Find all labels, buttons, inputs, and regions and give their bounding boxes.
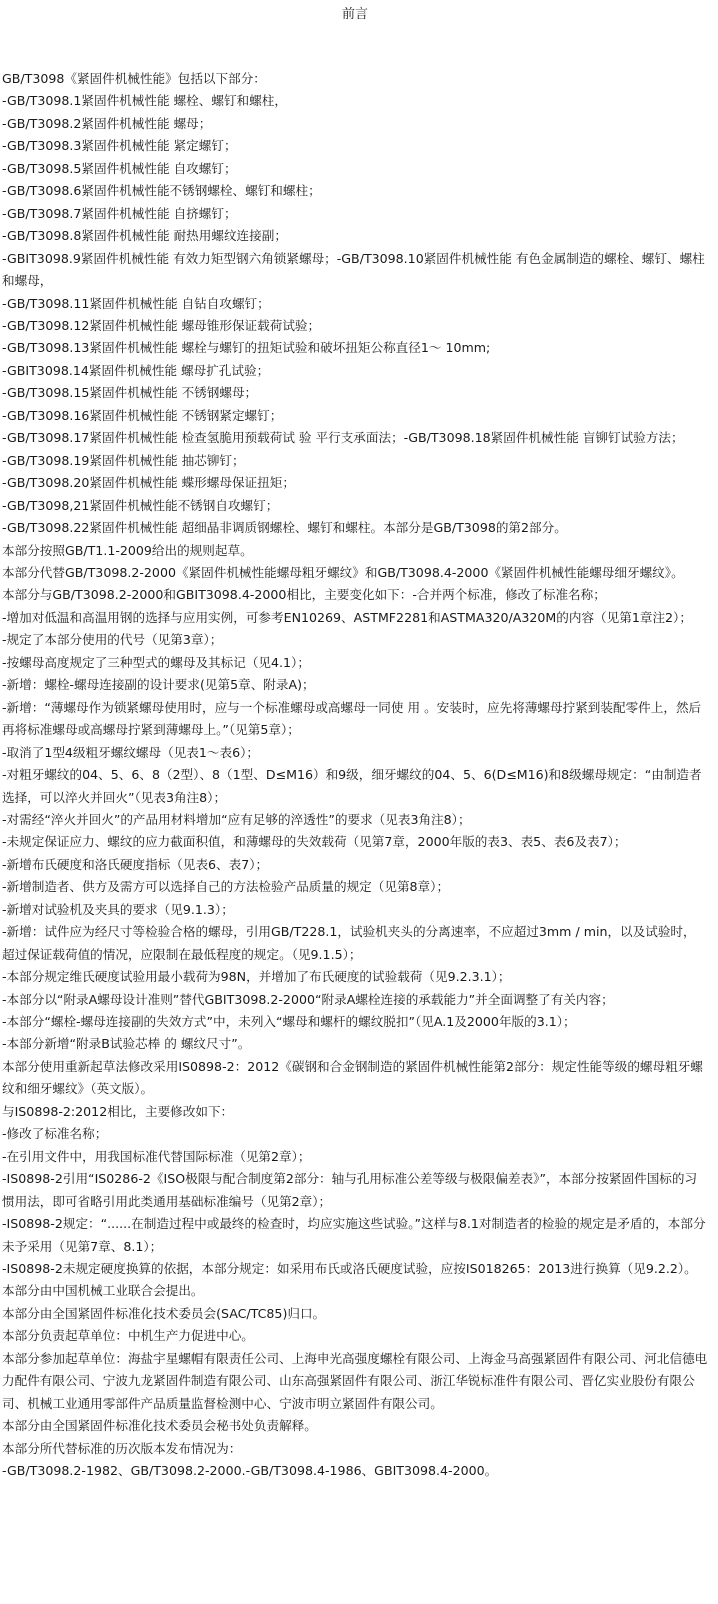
document-paragraph: 本部分由全国紧固件标准化技术委员会秘书处负责解释。 — [2, 1418, 317, 1434]
document-paragraph: -GB/T3098.15紧固件机械性能 不锈钢螺母； — [2, 385, 258, 401]
document-paragraph: -对需经“淬火并回火”的产品用材料增加“应有足够的淬透性”的要求（见表3角注8）； — [2, 811, 471, 827]
document-paragraph: -GB/T3098.17紧固件机械性能 检查氢脆用预载荷试 验 平行支承面法；-GB/T3098.18紧固件机械性能 盲铆钉试验方法； — [2, 430, 684, 446]
document-paragraph: -未规定保证应力、螺纹的应力截面积值，和薄螺母的失效载荷（见第7章，2000年版的表3、表5、表6及表7）； — [2, 834, 627, 850]
document-paragraph: -GB/T3098.12紧固件机械性能 螺母锥形保证载荷试验； — [2, 317, 321, 333]
document-paragraph: 本部分代替GB/T3098.2-2000《紧固件机械性能螺母粗牙螺纹》和GB/T3098.4-2000《紧固件机械性能螺母细牙螺纹》。 — [2, 564, 684, 580]
document-paragraph: -GB/T3098.1紧固件机械性能 螺栓、螺钉和螺柱， — [2, 93, 287, 109]
document-paragraph: -GB/T3098.19紧固件机械性能 抽芯铆钉； — [2, 452, 245, 468]
document-paragraph: 本部分由中国机械工业联合会提出。 — [2, 1283, 204, 1299]
document-paragraph: -本部分新增“附录B试验芯棒 的 螺纹尺寸”。 — [2, 1036, 251, 1052]
document-paragraph: -GB/T3098.7紧固件机械性能 自挤螺钉； — [2, 205, 237, 221]
document-paragraph: -对粗牙螺纹的04、5、6、8（2型）、8（1型、D≤M16）和9级，细牙螺纹的04、5、6(D≤M16)和8级螺母规定：“由制造者选择，可以淬火并回火”（见表3角注8）； — [2, 767, 702, 805]
document-paragraph: -规定了本部分使用的代号（见第3章）； — [2, 632, 223, 648]
document-paragraph: -IS0898-2规定：“......在制造过程中或最终的检查时，均应实施这些试验。”这样与8.1对制造者的检验的规定是矛盾的，本部分未予采用（见第7章、8.1）； — [2, 1216, 706, 1254]
document-paragraph: -本部分以“附录A螺母设计准则”替代GBIT3098.2-2000“附录A螺栓连接的承载能力”并全面调整了有关内容； — [2, 991, 614, 1007]
document-paragraph: -GB/T3098.5紧固件机械性能 自攻螺钉； — [2, 160, 237, 176]
document-paragraph: 本部分负责起草单位：中机生产力促进中心。 — [2, 1328, 254, 1344]
document-paragraph: -新增对试验机及夹具的要求（见9.1.3）； — [2, 901, 234, 917]
document-paragraph: -GB/T3098.16紧固件机械性能 不锈钢紧定螺钉； — [2, 407, 283, 423]
document-paragraph: -增加对低温和高温用钢的选择与应用实例，可参考EN10269、ASTMF2281和ASTMA320/A320M的内容（见第1章注2）； — [2, 609, 692, 625]
document-paragraph: -按螺母高度规定了三种型式的螺母及其标记（见4.1）； — [2, 654, 310, 670]
document-paragraph: -本部分规定维氏硬度试验用最小载荷为98N，并增加了布氏硬度的试验载荷（见9.2.3.1）； — [2, 969, 511, 985]
document-paragraph: -GB/T3098.3紧固件机械性能 紧定螺钉； — [2, 138, 237, 154]
document-paragraph: 本部分按照GB/T1.1-2009给出的规则起草。 — [2, 542, 253, 558]
document-paragraph: -GB/T3098.8紧固件机械性能 耐热用螺纹连接副； — [2, 228, 287, 244]
document-paragraph: -IS0898-2引用“IS0286-2《ISO极限与配合制度第2部分：轴与孔用标准公差等级与极限偏差表》”，本部分按紧固件国标的习惯用法，即可省略引用此类通用基础标准编号（见第2章）； — [2, 1171, 698, 1209]
document-paragraph: -新增制造者、供方及需方可以选择自己的方法检验产品质量的规定（见第8章）； — [2, 879, 450, 895]
document-paragraph: -GB/T3098.6紧固件机械性能不锈钢螺栓、螺钉和螺柱； — [2, 183, 321, 199]
document-paragraph: -GB/T3098,21紧固件机械性能不锈钢自攻螺钉； — [2, 497, 279, 513]
document-paragraph: 本部分参加起草单位：海盐宇星螺帽有限责任公司、上海申光高强度螺栓有限公司、上海金马高强紧固件有限公司、河北信德电力配件有限公司、宁波九龙紧固件制造有限公司、山东高强紧固件有限公司、浙江华锐标准件有限公司、晋亿实业股份有限公司、机械工业通用零部件产品质量监督检测中心、宁波市明立紧固件有限公司。 — [2, 1350, 708, 1411]
document-paragraph: -GB/T3098.20紧固件机械性能 蝶形螺母保证扭矩； — [2, 475, 295, 491]
document-paragraph: 本部分由全国紧固件标准化技术委员会(SAC/TC85)归口。 — [2, 1305, 326, 1321]
document-paragraph: -取消了1型4级粗牙螺纹螺母（见表1～表6）； — [2, 744, 259, 760]
document-paragraph: -GBIT3098.9紧固件机械性能 有效力矩型钢六角锁紧螺母；-GB/T3098.10紧固件机械性能 有色金属制造的螺栓、螺钉、螺柱和螺母， — [2, 250, 705, 289]
document-title: 前言 — [341, 7, 368, 22]
document-body — [2, 68, 708, 1483]
document-paragraph: -GB/T3098.22紧固件机械性能 超细晶非调质钢螺栓、螺钉和螺柱。本部分是GB/T3098的第2部分。 — [2, 520, 567, 536]
document-paragraph: 本部分使用重新起草法修改采用IS0898-2：2012《碳钢和合金钢制造的紧固件机械性能第2部分：规定性能等级的螺母粗牙螺纹和细牙螺纹》（英文版）。 — [2, 1058, 703, 1097]
document-paragraph: -GB/T3098.13紧固件机械性能 螺栓与螺钉的扭矩试验和破坏扭矩公称直径1～ 10mm; — [2, 340, 491, 356]
document-paragraph: -新增布氏硬度和洛氏硬度指标（见表6、表7）； — [2, 856, 269, 872]
document-paragraph: -新增：“薄螺母作为锁紧螺母使用时，应与一个标准螺母或高螺母一同使 用 。安装时，应先将薄螺母拧紧到装配零件上，然后再将标准螺母或高螺母拧紧到薄螺母上。”（见第5章）； — [2, 699, 702, 738]
document-paragraph: 本部分所代替标准的历次版本发布情况为： — [2, 1440, 242, 1456]
document-paragraph: -GB/T3098.2-1982、GB/T3098.2-2000.-GB/T3098.4-1986、GBIT3098.4-2000。 — [2, 1463, 498, 1479]
document-paragraph: -GB/T3098.11紧固件机械性能 自钻自攻螺钉； — [2, 295, 270, 311]
document-paragraph: -本部分“螺栓-螺母连接副的失效方式”中，未列入“螺母和螺杆的螺纹脱扣”（见A.1及2000年版的3.1）； — [2, 1014, 576, 1030]
document-paragraph: GB/T3098《紧固件机械性能》包括以下部分： — [2, 71, 266, 86]
document-paragraph: -IS0898-2未规定硬度换算的依据，本部分规定：如采用布氏或洛氏硬度试验，应按IS018265：2013进行换算（见9.2.2）。 — [2, 1261, 697, 1277]
document-paragraph: -GB/T3098.2紧固件机械性能 螺母； — [2, 115, 212, 131]
document-paragraph: -修改了标准名称； — [2, 1126, 108, 1142]
document-paragraph: -GBIT3098.14紧固件机械性能 螺母扩孔试验； — [2, 362, 270, 378]
document-paragraph: 本部分与GB/T3098.2-2000和GBIT3098.4-2000相比，主要变化如下：-合并两个标准，修改了标准名称； — [2, 587, 606, 603]
document-paragraph: -新增：试件应为经尺寸等检验合格的螺母，引用GB/T228.1，试验机夹头的分离速率，不应超过3mm / min，以及试验时，超过保证载荷值的情况，应限制在最低程度的规定。（见9.1.5）； — [2, 924, 696, 962]
document-paragraph: 与IS0898-2:2012相比，主要修改如下： — [2, 1103, 234, 1119]
document-paragraph: -新增：螺栓-螺母连接副的设计要求(见第5章、附录A)； — [2, 677, 315, 693]
document-paragraph: -在引用文件中，用我国标准代替国际标准（见第2章）； — [2, 1148, 311, 1164]
